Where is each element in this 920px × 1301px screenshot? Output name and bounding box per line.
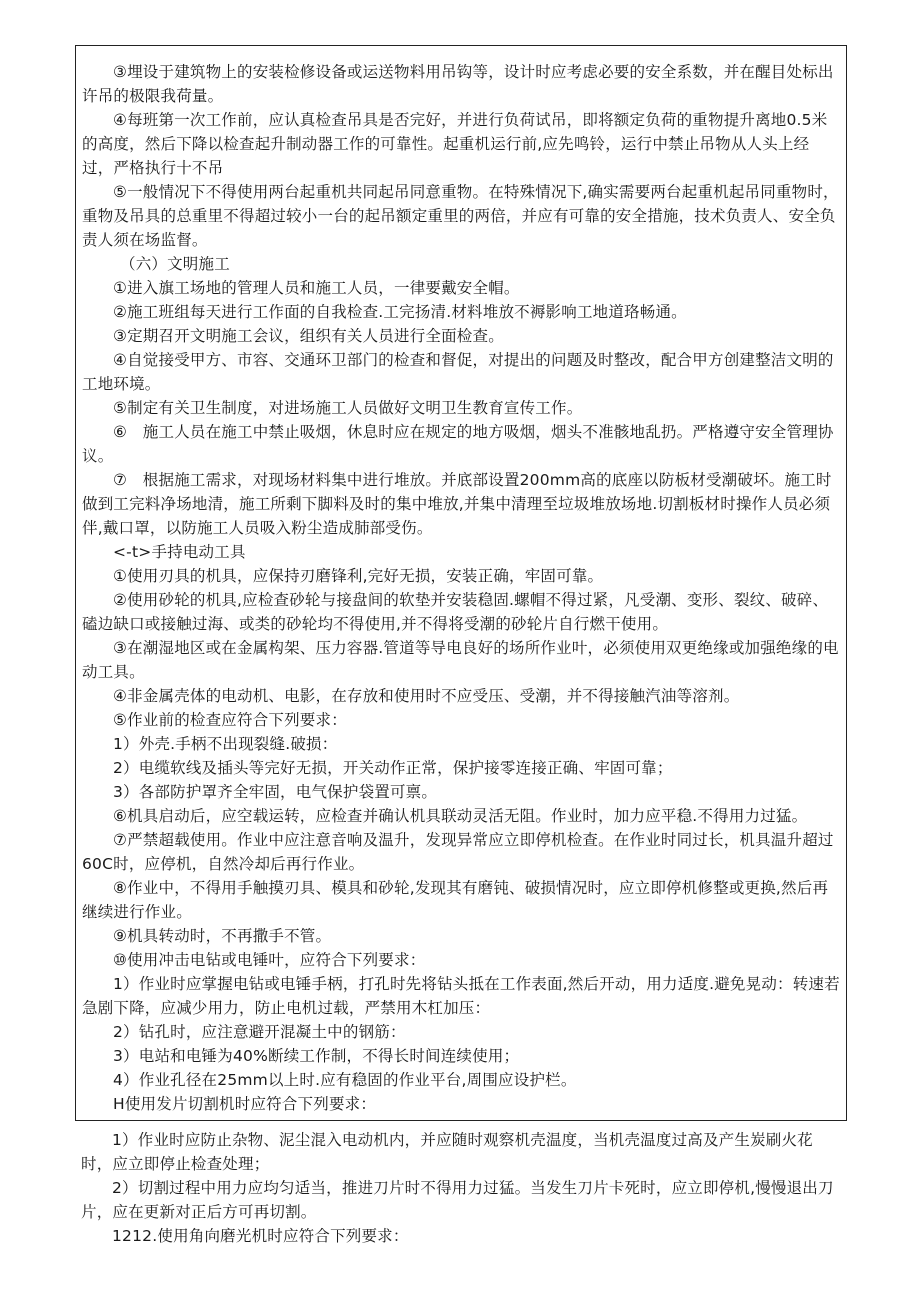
section-heading: （六）文明施工 bbox=[120, 255, 230, 273]
list-item: 2）电缆软线及插头等完好无损，开关动作正常，保护接零连接正确、牢固可靠； bbox=[113, 759, 673, 777]
paragraph: ⑤作业前的检查应符合下列要求： bbox=[113, 711, 347, 729]
paragraph: ①进入旗工场地的管理人员和施工人员，一律要戴安全帽。 bbox=[113, 279, 520, 297]
paragraph: H使用发片切割机时应符合下列要求： bbox=[113, 1095, 377, 1113]
paragraph: ⑩使用冲击电钻或电锤叶，应符合下列要求： bbox=[113, 951, 426, 969]
list-item: 1）外壳.手柄不出现裂缝.破损： bbox=[113, 735, 338, 753]
table-frame bbox=[75, 45, 847, 1121]
paragraph: ②使用砂轮的机具,应检查砂轮与接盘间的软垫并安装稳固.螺帽不得过紧，凡受潮、变形、裂纹、破碎、磕边缺口或接触过海、或类的砂轮均不得使用,并不得将受潮的砂轮片自行燃干使用。 bbox=[82, 591, 829, 633]
paragraph: ③埋设于建筑物上的安装检修设备或运送物料用吊钩等，设计时应考虑必要的安全系数，并在醒目处标出许吊的极限我荷量。 bbox=[82, 63, 834, 105]
list-item: 1）作业时应掌握电钻或电锤手柄，打孔时先将钻头抵在工作表面,然后开动，用力适度.避免晃动：转速若急剧下降，应减少用力，防止电机过载，严禁用木杠加压： bbox=[82, 975, 840, 1017]
paragraph: ⑨机具转动时，不再撒手不管。 bbox=[113, 927, 332, 945]
list-item: 1）作业时应防止杂物、泥尘混入电动机内，并应随时观察机壳温度，当机壳温度过高及产生炭刷火花时，应立即停止检查处理； bbox=[81, 1131, 813, 1173]
list-item: 2）切割过程中用力应均匀适当，推进刀片时不得用力过猛。当发生刀片卡死时，应立即停机,慢慢退出刀片，应在更新对正后方可再切割。 bbox=[81, 1179, 834, 1221]
list-item: 3）各部防护罩齐全牢固，电气保护袋置可禀。 bbox=[113, 783, 438, 801]
list-item: 3）电站和电锤为40%断续工作制，不得长时间连续使用； bbox=[113, 1047, 520, 1065]
paragraph: ④自觉接受甲方、市容、交通环卫部门的检查和督促，对提出的问题及时整改，配合甲方创建整洁文明的工地环境。 bbox=[82, 351, 834, 393]
list-item: 2）钻孔时，应注意避开混凝土中的钢筋： bbox=[113, 1023, 406, 1041]
paragraph: 1212.使用角向磨光机时应符合下列要求： bbox=[112, 1227, 409, 1245]
paragraph: ⑥机具启动后，应空载运转，应检查并确认机具联动灵活无阻。作业时，加力应平稳.不得用力过猛。 bbox=[113, 807, 808, 825]
paragraph: ④每班第一次工作前，应认真检查吊具是否完好，并进行负荷试吊，即将额定负荷的重物提升离地0.5米的高度，然后下降以检查起升制动器工作的可靠性。起重机运行前,应先鸣铃，运行中禁止吊物从人头上经过，严格执行十不吊 bbox=[82, 111, 828, 177]
framed-content bbox=[76, 46, 846, 1116]
paragraph: ④非金属壳体的电动机、电影，在存放和使用时不应受压、受潮，并不得接触汽油等溶剂。 bbox=[113, 687, 740, 705]
paragraph: ⑦严禁超载使用。作业中应注意音响及温升，发现异常应立即停机检查。在作业时同过长，机具温升超过60C时，应停机，自然冷却后再行作业。 bbox=[82, 831, 834, 873]
paragraph: ③在潮湿地区或在金属构架、压力容器.管道等导电良好的场所作业叶，必须使用双更绝缘或加强绝缘的电动工具。 bbox=[82, 639, 839, 681]
paragraph: ③定期召开文明施工会议，组织有关人员进行全面检查。 bbox=[113, 327, 504, 345]
section-heading: <-t>手持电动工具 bbox=[113, 543, 246, 561]
paragraph: ⑤一般情况下不得使用两台起重机共同起吊同意重物。在特殊情况下,确实需要两台起重机起吊同重物时，重物及吊具的总重里不得超过较小一台的起吊额定重里的两倍，并应有可靠的安全措施，技术负责人、安全负责人须在场监督。 bbox=[82, 183, 839, 249]
unframed-content bbox=[75, 1128, 847, 1248]
list-item: 4）作业孔径在25mm以上时.应有稳固的作业平台,周围应设护栏。 bbox=[113, 1071, 577, 1089]
paragraph: ②施工班组每天进行工作面的自我检查.工完扬清.材料堆放不褥影响工地道珞畅通。 bbox=[113, 303, 687, 321]
paragraph: ⑦ 根据施工需求，对现场材料集中进行堆放。并底部设置200mm高的底座以防板材受潮破坏。施工时做到工完料净场地清，施工所剩下脚料及时的集中堆放,并集中清理至垃圾堆放场地.切割板材时操作人员必须伴,戴口罩，以防施工人员吸入粉尘造成肺部受伤。 bbox=[82, 471, 832, 537]
paragraph: ①使用刃具的机具，应保持刃磨锋利,完好无损，安装正确，牢固可靠。 bbox=[113, 567, 604, 585]
paragraph: ⑤制定有关卫生制度，对进场施工人员做好文明卫生教育宣传工作。 bbox=[113, 399, 583, 417]
paragraph: ⑥ 施工人员在施工中禁止吸烟，休息时应在规定的地方吸烟，烟头不准骸地乱扔。严格遵守安全管理协议。 bbox=[82, 423, 834, 465]
paragraph: ⑧作业中，不得用手触摸刃具、模具和砂轮,发现其有磨钝、破损情况时，应立即停机修整或更换,然后再继续进行作业。 bbox=[82, 879, 829, 921]
